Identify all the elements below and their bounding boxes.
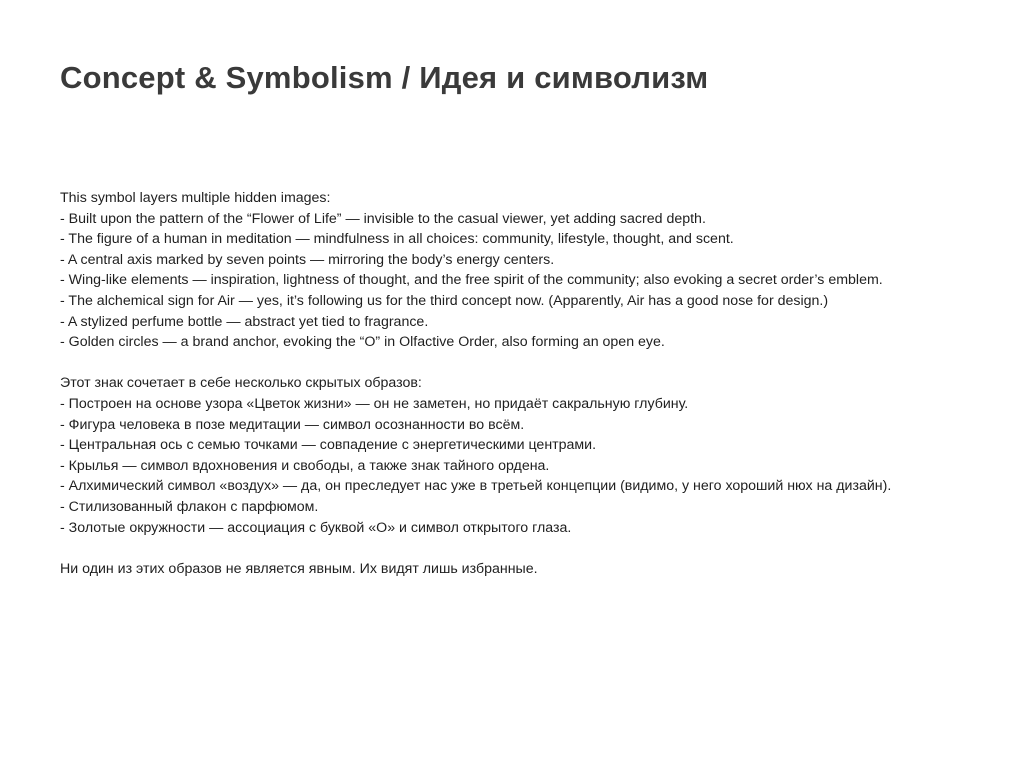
english-intro: This symbol layers multiple hidden images: [60,190,331,206]
paragraph-gap [60,353,940,374]
closing-statement: Ни один из этих образов не является явным. Их видят лишь избранные. [60,560,538,577]
russian-item: - Стилизованный флакон с парфюмом. [60,498,319,515]
russian-item: - Алхимический символ «воздух» — да, он преследует нас уже в третьей концепции (видимо, у него хороший нюх на дизайн). [60,478,892,495]
paragraph-gap [60,538,940,559]
english-item: - Built upon the pattern of the “Flower of Life” — invisible to the casual viewer, yet adding sacred depth. [60,210,706,227]
english-item: - The alchemical sign for Air — yes, it’s following us for the third concept now. (Apparently, Air has a good nose for design.) [60,292,829,309]
english-item: - A central axis marked by seven points — mirroring the body’s energy centers. [60,251,555,268]
english-item: - Wing-like elements — inspiration, lightness of thought, and the free spirit of the community; also evoking a secret order’s emblem. [60,272,883,289]
russian-item: - Золотые окружности — ассоциация с буквой «О» и символ открытого глаза. [60,519,572,536]
slide-body [60,188,940,579]
english-item: - A stylized perfume bottle — abstract yet tied to fragrance. [60,313,429,330]
english-item: - Golden circles — a brand anchor, evoking the “O” in Olfactive Order, also forming an open eye. [60,334,665,351]
russian-item: - Построен на основе узора «Цветок жизни» — он не заметен, но придаёт сакральную глубину. [60,395,689,412]
russian-item: - Центральная ось с семью точками — совпадение с энергетическими центрами. [60,437,597,454]
russian-item: - Фигура человека в позе медитации — символ осознанности во всём. [60,416,525,433]
russian-intro: Этот знак сочетает в себе несколько скрытых образов: [60,375,422,392]
english-item: - The figure of a human in meditation — mindfulness in all choices: community, lifestyle, thought, and scent. [60,231,734,248]
slide-title: Concept & Symbolism / Идея и символизм [60,60,709,95]
russian-item: - Крылья — символ вдохновения и свободы, а также знак тайного ордена. [60,457,550,474]
